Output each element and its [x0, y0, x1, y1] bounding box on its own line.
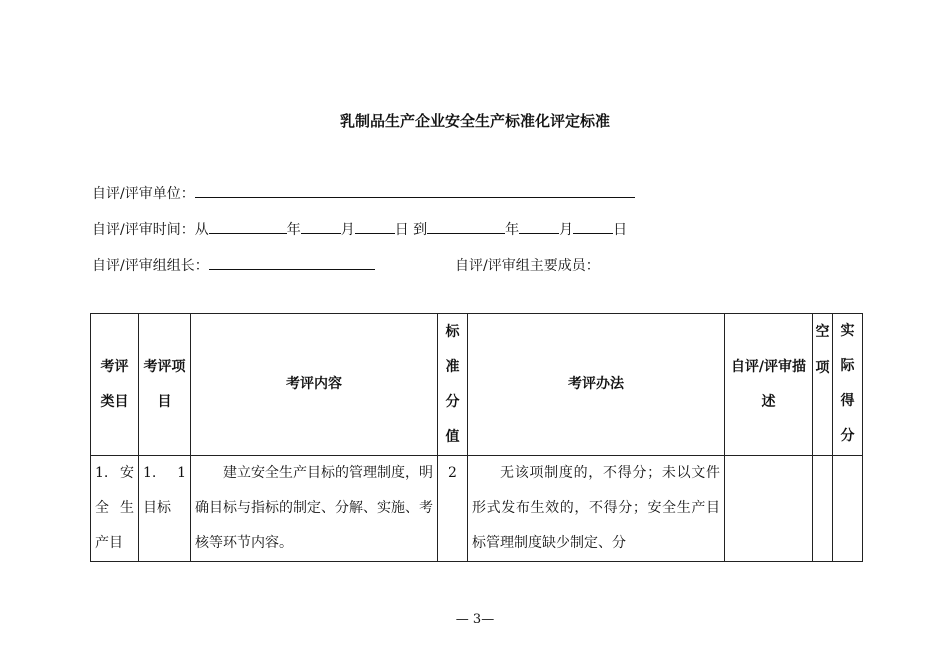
time-label: 自评/评审时间：从 [92, 222, 209, 238]
year-label-1: 年 [286, 222, 301, 238]
table-row [91, 456, 863, 562]
row-category: 1. 安全生产目 [91, 456, 139, 562]
page-number: — 3— [455, 612, 495, 627]
header-row [91, 314, 863, 456]
leader-blank[interactable] [209, 256, 375, 270]
month-label-1: 月 [340, 222, 355, 238]
members-line [455, 255, 600, 275]
row-item: 1. 1 目标 [139, 456, 191, 562]
header-actual: 实际得分 [833, 314, 863, 456]
members-label: 自评/评审组主要成员： [455, 258, 600, 274]
evaluation-table [90, 313, 863, 562]
header-method: 考评办法 [468, 314, 725, 456]
row-content: 建立安全生产目标的管理制度，明确目标与指标的制定、分解、实施、考核等环节内容。 [191, 456, 438, 562]
month-label-2: 月 [559, 222, 574, 238]
header-score: 标准分值 [438, 314, 468, 456]
document-title: 乳制品生产企业安全生产标准化评定标准 [339, 112, 610, 130]
time-line [92, 219, 627, 239]
day-label-2: 日 [613, 222, 628, 238]
row-actual[interactable] [833, 456, 863, 562]
unit-label: 自评/评审单位： [92, 186, 195, 202]
end-year-blank[interactable] [427, 220, 505, 234]
start-year-blank[interactable] [209, 220, 287, 234]
year-label-2: 年 [505, 222, 520, 238]
start-day-blank[interactable] [355, 220, 395, 234]
end-day-blank[interactable] [573, 220, 613, 234]
leader-line [92, 255, 375, 275]
header-self-eval: 自评/评审描述 [725, 314, 813, 456]
header-category: 考评类目 [91, 314, 139, 456]
row-empty[interactable] [813, 456, 833, 562]
unit-line [92, 183, 635, 203]
header-item: 考评项目 [139, 314, 191, 456]
leader-label: 自评/评审组组长： [92, 258, 209, 274]
header-content: 考评内容 [191, 314, 438, 456]
row-self-eval[interactable] [725, 456, 813, 562]
row-score: 2 [438, 456, 468, 562]
start-month-blank[interactable] [301, 220, 341, 234]
day-label-1: 日 [394, 222, 409, 238]
header-empty: 空项 [813, 314, 833, 456]
end-month-blank[interactable] [519, 220, 559, 234]
to-label: 到 [413, 222, 428, 238]
row-method: 无该项制度的，不得分；未以文件形式发布生效的，不得分；安全生产目标管理制度缺少制定、分 [468, 456, 725, 562]
unit-blank[interactable] [195, 184, 635, 198]
